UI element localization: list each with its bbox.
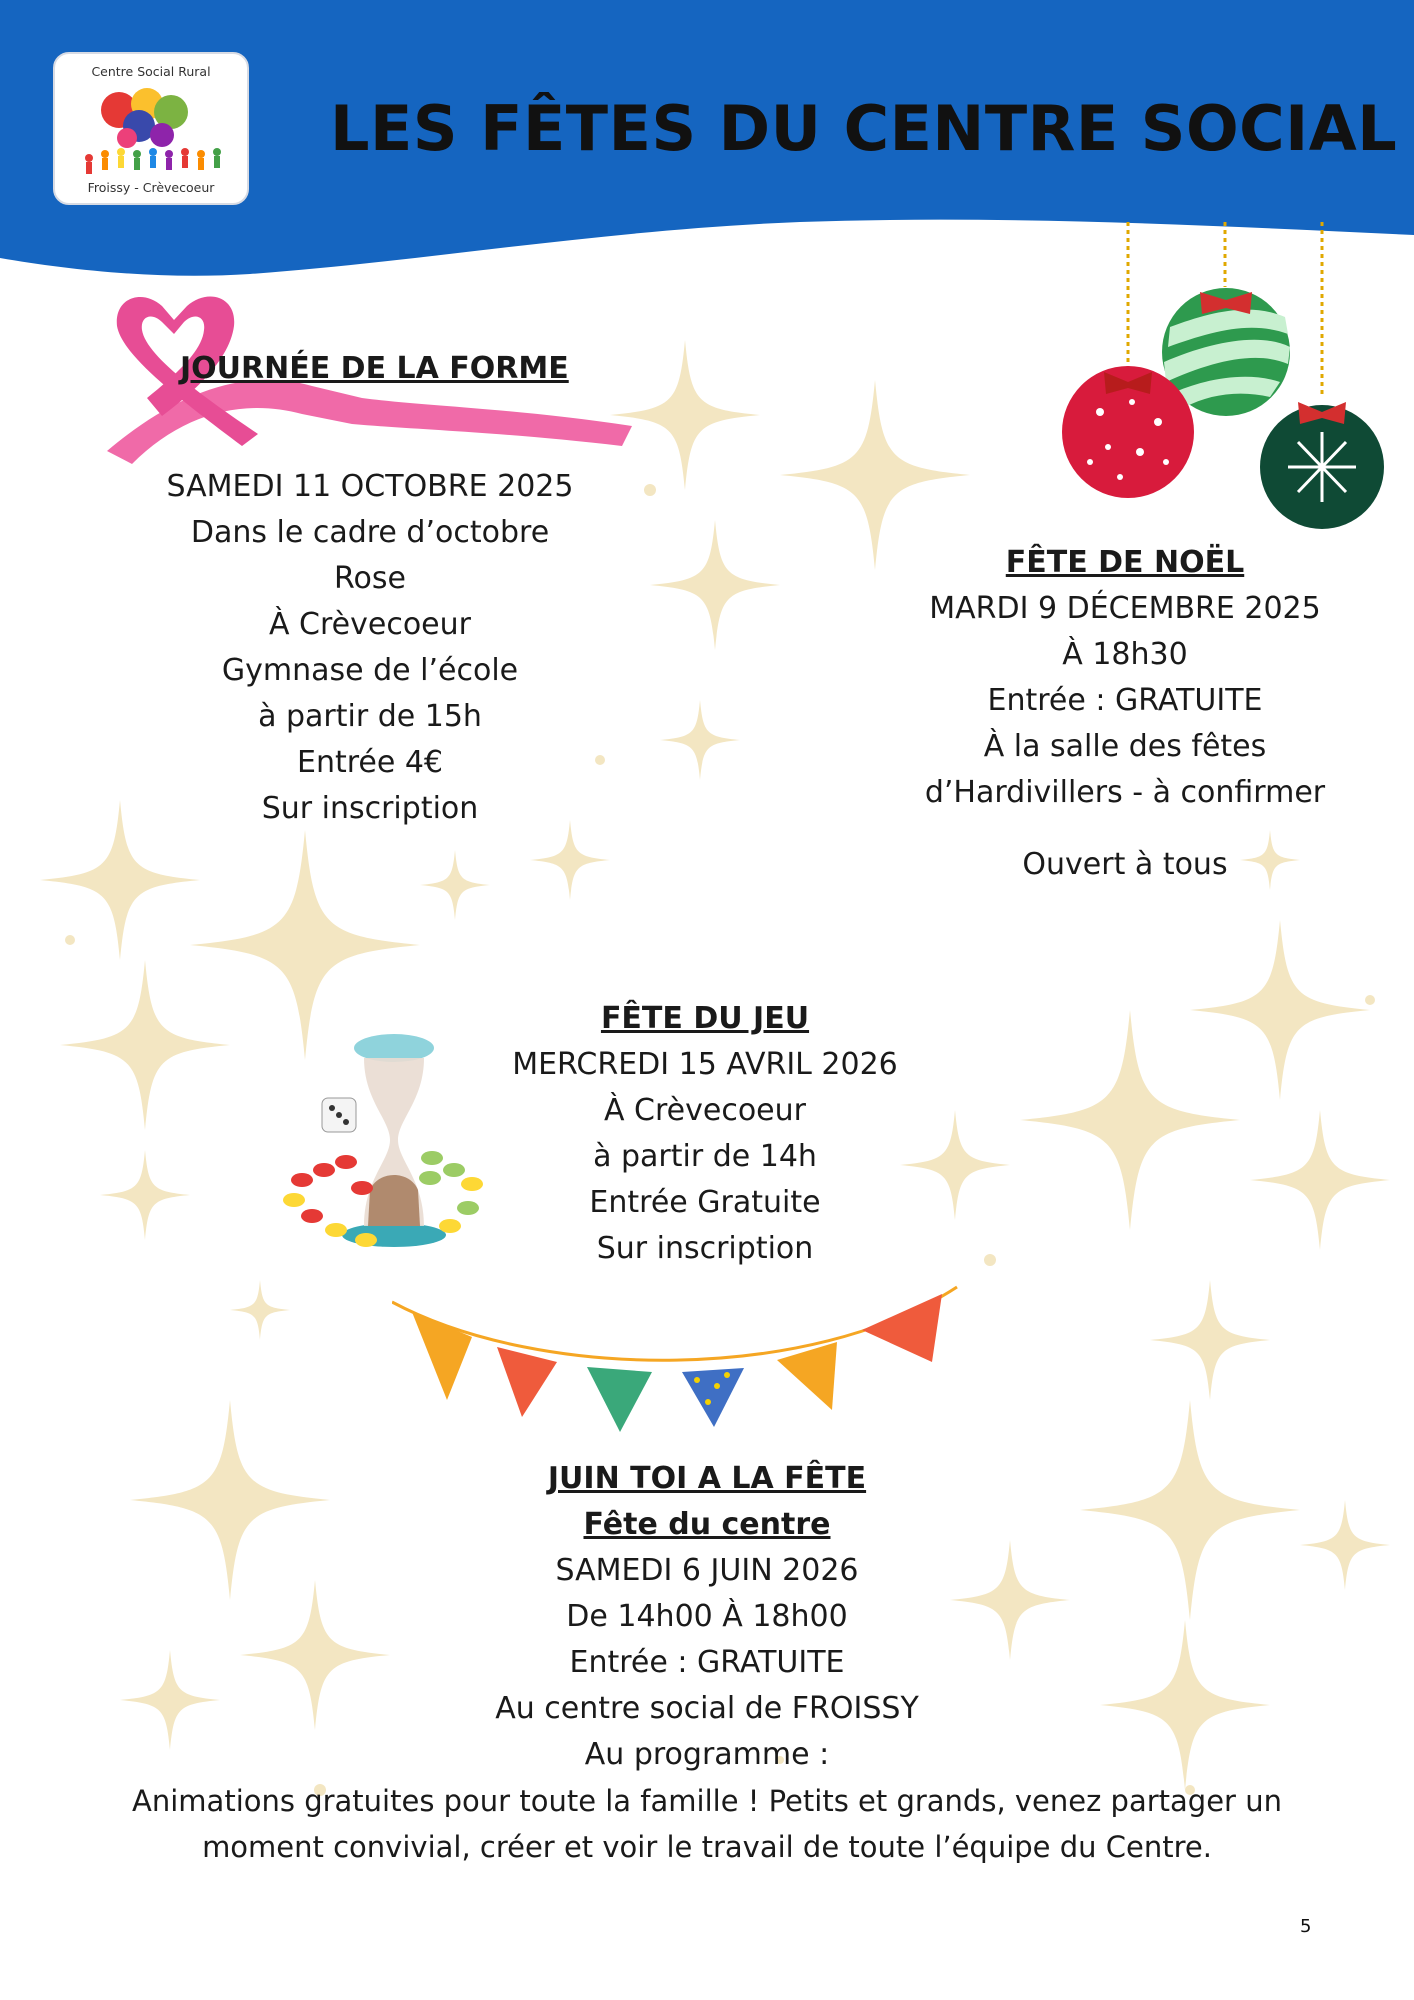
- event-heading: FÊTE DE NOËL: [1005, 545, 1245, 580]
- event-line: De 14h00 À 18h00: [566, 1599, 848, 1634]
- event-line: moment convivial, créer et voir le travail de toute l’équipe du Centre.: [202, 1830, 1212, 1864]
- event-line: Gymnase de l’école: [221, 653, 519, 688]
- event-subheading: Fête du centre: [583, 1507, 831, 1542]
- event-line: SAMEDI 11 OCTOBRE 2025: [166, 469, 574, 504]
- christmas-ornaments-icon: [1060, 222, 1400, 532]
- event-line: Sur inscription: [261, 791, 479, 826]
- event-line: MERCREDI 15 AVRIL 2026: [512, 1047, 898, 1082]
- event-line: SAMEDI 6 JUIN 2026: [555, 1553, 859, 1588]
- logo-top-text: Centre Social Rural: [91, 64, 211, 79]
- bunting-flags-icon: [392, 1282, 962, 1442]
- event-line: Au programme :: [584, 1737, 830, 1772]
- event-line: Animations gratuites pour toute la famille ! Petits et grands, venez partager un: [132, 1784, 1282, 1818]
- event-line: À la salle des fêtes: [983, 729, 1267, 764]
- event-line: Entrée Gratuite: [589, 1185, 821, 1220]
- event-heading: FÊTE DU JEU: [600, 1001, 810, 1036]
- event-line: à partir de 14h: [593, 1139, 817, 1174]
- logo: [53, 52, 249, 205]
- event-fete-noel: [880, 540, 1370, 888]
- event-line: Entrée : GRATUITE: [569, 1645, 845, 1680]
- event-juin-fete: [40, 1456, 1374, 1870]
- page-title: LES FÊTES DU CENTRE SOCIAL: [330, 92, 1398, 165]
- event-line: Entrée 4€: [296, 745, 444, 780]
- event-line: À 18h30: [1062, 637, 1188, 672]
- event-note: Ouvert à tous: [1022, 847, 1228, 882]
- event-line: À Crèvecoeur: [268, 607, 471, 642]
- event-journee-forme-details: [130, 464, 610, 832]
- event-line: À Crèvecoeur: [603, 1093, 806, 1128]
- event-line: Dans le cadre d’octobre: [190, 515, 550, 550]
- event-line: Sur inscription: [596, 1231, 814, 1266]
- logo-bottom-text: Froissy - Crèvecoeur: [87, 180, 215, 195]
- event-line: Rose: [334, 561, 406, 596]
- event-line: Au centre social de FROISSY: [495, 1691, 919, 1726]
- event-line: Entrée : GRATUITE: [987, 683, 1263, 718]
- event-heading: JOURNÉE DE LA FORME: [180, 351, 569, 386]
- event-line: d’Hardivillers - à confirmer: [924, 775, 1326, 810]
- event-fete-jeu: [460, 996, 950, 1272]
- logo-hands-icon: [67, 80, 237, 180]
- page-number: 5: [1300, 1916, 1312, 1937]
- event-heading: JUIN TOI A LA FÊTE: [547, 1461, 867, 1496]
- event-line: MARDI 9 DÉCEMBRE 2025: [929, 591, 1321, 626]
- event-line: à partir de 15h: [258, 699, 482, 734]
